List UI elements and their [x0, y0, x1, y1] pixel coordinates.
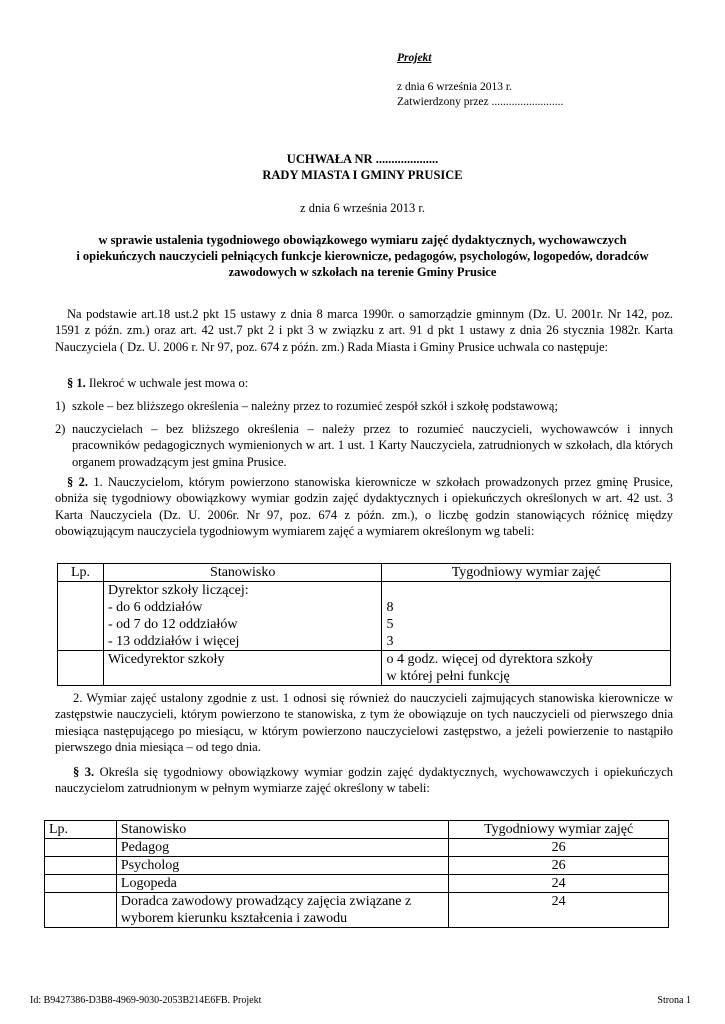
cell-position: Logopeda	[116, 875, 448, 893]
header-position: Stanowisko	[116, 821, 448, 839]
list-item-text: szkole – bez bliższego określenia – należny przez to rozumieć zespół szkół i szkołę podstawową;	[72, 399, 558, 413]
table-header-row	[45, 821, 669, 839]
position-line: - do 6 oddziałów	[107, 600, 203, 615]
section-2-text: 1. Nauczycielom, którym powierzono stanowiska kierownicze w szkołach prowadzonych przez gminę Prusice, obniża się tygodniowy obowiązkowy wymiar godzin zajęć dydaktycznych i opiekuńczych określonych w art. 42 ust. 3 Karta Nauczyciela (Dz. U. 2006r. Nr 97, poz. 674 z późn. zm.), o liczbę godzin stanowiących różnicę między obowiązującym nauczyciela tygodniowym wymiarem zajęć a wymiarem określonym wg tabeli:	[55, 475, 674, 538]
table-row	[58, 582, 671, 651]
cell-position: Doradca zawodowy prowadzący zajęcia związane z wyborem kierunku kształcenia i zawodu	[116, 893, 448, 928]
cell-hours: 24	[449, 893, 669, 928]
header-lp: Lp.	[45, 821, 117, 839]
project-label: Projekt	[397, 52, 432, 64]
cell-lp	[45, 875, 117, 893]
table-row	[45, 857, 669, 875]
table-row	[45, 893, 669, 928]
cell-hours: 26	[449, 839, 669, 857]
cell-lp	[45, 893, 117, 928]
section-1-text: Ilekroć w uchwale jest mowa o:	[88, 376, 249, 390]
section-3-label: § 3.	[73, 765, 95, 779]
list-item-number: 2)	[55, 422, 66, 436]
cell-hours: 26	[449, 857, 669, 875]
hours-value: 3	[386, 634, 394, 649]
hours-value-line: o 4 godz. więcej od dyrektora szkoły	[386, 652, 593, 667]
header-weekly-hours: Tygodniowy wymiar zajęć	[449, 821, 669, 839]
section-3-text: Określa się tygodniowy obowiązkowy wymiar godzin zajęć dydaktycznych, wychowawczych i opiekuńczych nauczycielom zatrudnionym w pełnym wymiarze zajęć określony w tabeli:	[55, 765, 673, 796]
table-header-row	[58, 564, 671, 582]
cell-hours: 24	[449, 875, 669, 893]
list-item-number: 1)	[55, 399, 66, 413]
cell-hours	[382, 651, 671, 686]
cell-position	[103, 582, 382, 651]
hours-value: 8	[386, 600, 394, 615]
cell-position: Psycholog	[116, 857, 448, 875]
subject-line-2: i opiekuńczych nauczycieli pełniących funkcje kierownicze, pedagogów, psychologów, logopedów, doradców	[76, 249, 649, 263]
cell-position: Wicedyrektor szkoły	[103, 651, 382, 686]
cell-lp	[58, 582, 104, 651]
list-item-text: nauczycielach – bez bliższego określenia – należy przez to rozumieć nauczycieli, wychowawców i innych pracowników pedagogicznych wymienionych w art. 1 ust. 1 Karty Nauczyciela, zatrudnionych w szkołach, dla których organem prowadzącym jest gmina Prusice.	[72, 422, 673, 469]
section-1-label: § 1.	[67, 376, 86, 390]
section-2-paragraph-2: 2. Wymiar zajęć ustalony zgodnie z ust. 1 odnosi się również do nauczycieli zajmujących stanowiska kierownicze w zastępstwie nauczycieli, którym powierzono te stanowiska, z tym że obowiązuje on tych nauczycieli od pierwszego dnia miesiąca następującego po miesiącu, w którym powierzono nauczycielowi zastępstwo, a jeżeli powierzenie to nastąpiło pierwszego dnia miesiąca – od tego dnia.	[55, 691, 673, 754]
resolution-date: z dnia 6 września 2013 r.	[300, 201, 425, 215]
section-3	[55, 764, 673, 797]
table-management-positions	[57, 563, 671, 686]
table-row	[45, 875, 669, 893]
table-specialist-positions	[44, 820, 669, 928]
hours-value-line: w której pełni funkcję	[386, 669, 510, 684]
hours-value: 5	[386, 617, 394, 632]
section-1	[67, 375, 248, 391]
council-name: RADY MIASTA I GMINY PRUSICE	[262, 168, 463, 182]
subject-line-1: w sprawie ustalenia tygodniowego obowiązkowego wymiaru zajęć dydaktycznych, wychowawczych	[98, 233, 627, 247]
preamble: Na podstawie art.18 ust.2 pkt 15 ustawy z dnia 8 marca 1990r. o samorządzie gminnym (Dz. U. 2001r. Nr 142, poz. 1591 z późn. zm.) oraz art. 42 ust.7 pkt 2 i pkt 3 w związku z art. 91 d pkt 1 ustawy z dnia 26 stycznia 1982r. Karta Nauczyciela ( Dz. U. 2006 r. Nr 97, poz. 674 z późn. zm.) Rada Miasta i Gminy Prusice uchwala co następuje:	[55, 307, 673, 354]
cell-lp	[45, 857, 117, 875]
position-line: - 13 oddziałów i więcej	[107, 634, 240, 649]
header-position: Stanowisko	[103, 564, 382, 582]
subject-line-3: zawodowych w szkołach na terenie Gminy Prusice	[228, 265, 497, 279]
document-id: Id: B9427386-D3B8-4969-9030-2053B214E6FB. Projekt	[30, 995, 262, 1006]
approved-by: Zatwierdzony przez .........................	[397, 96, 564, 108]
cell-hours	[382, 582, 671, 651]
cell-lp	[45, 839, 117, 857]
position-line: - od 7 do 12 oddziałów	[107, 617, 238, 632]
cell-position: Pedagog	[116, 839, 448, 857]
section-2	[55, 474, 673, 539]
page-number: Strona 1	[657, 995, 691, 1006]
position-line: Dyrektor szkoły liczącej:	[107, 583, 249, 598]
header-lp: Lp.	[58, 564, 104, 582]
section-2-label: § 2.	[67, 475, 88, 489]
header-weekly-hours: Tygodniowy wymiar zajęć	[382, 564, 671, 582]
cell-lp	[58, 651, 104, 686]
resolution-number: UCHWAŁA NR ....................	[286, 152, 439, 166]
header-date: z dnia 6 września 2013 r.	[397, 81, 512, 93]
table-row	[45, 839, 669, 857]
table-row	[58, 651, 671, 686]
